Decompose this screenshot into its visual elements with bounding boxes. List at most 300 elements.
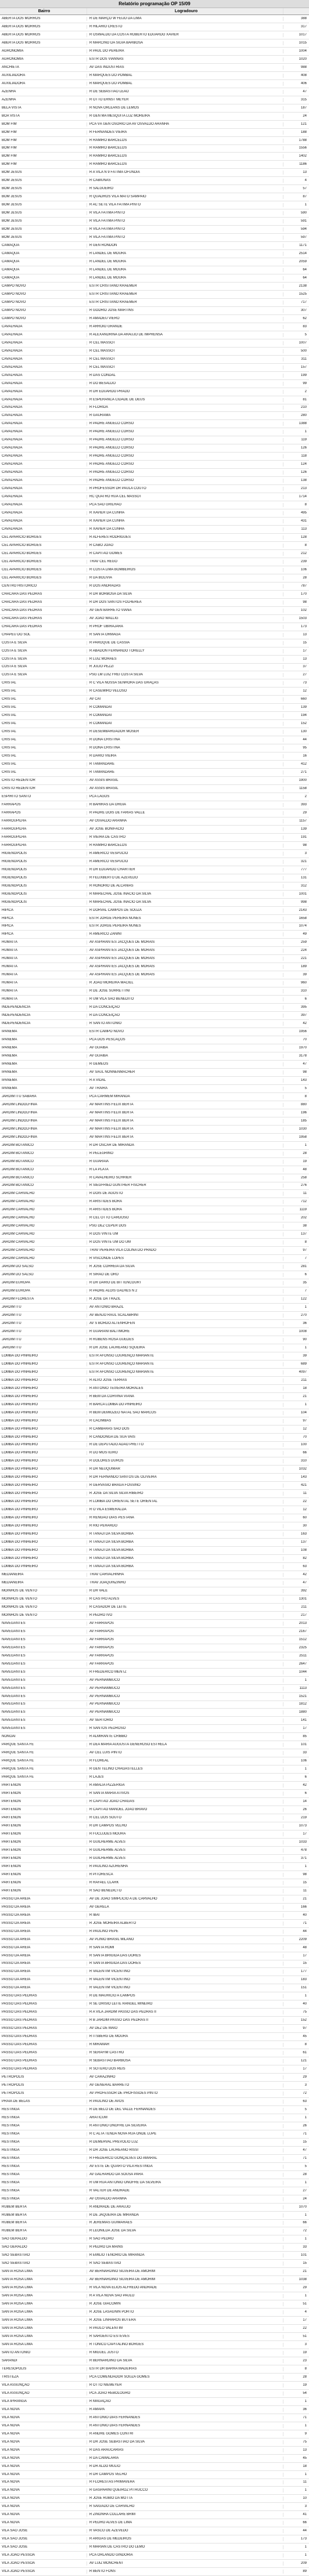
- cell-logradouro: R AMALIA PIZZERIGA: [87, 1783, 283, 1788]
- cell-logradouro: R CEL MASSOT: [87, 341, 283, 345]
- cell-numero: 113: [301, 527, 307, 531]
- cell-logradouro: AV DE JOÃO SIMPLICIO A DE CARVALHO: [87, 1897, 283, 1901]
- cell-logradouro: PSG LM LUIZ FREI COSTA SILVA: [87, 673, 283, 677]
- cell-logradouro: R DE DEPUTADO ADÃO PRETTO: [87, 1443, 283, 1447]
- table-row: [0, 2560, 309, 2568]
- table-row: [0, 1790, 309, 1798]
- table-row: [0, 785, 309, 793]
- cell-bairro: JARDIM ITU: [0, 1330, 87, 1334]
- cell-bairro: BOM JESUS: [0, 179, 87, 183]
- cell-logradouro: R DR DOS SANTOS FOLHEREA: [87, 600, 283, 605]
- table-row: [0, 2017, 309, 2025]
- cell-logradouro: AV FARRAPOS: [87, 1638, 283, 1642]
- cell-logradouro: R ALFERES RODRIGUES: [87, 536, 283, 540]
- table-row: [0, 1863, 309, 1871]
- cell-logradouro: R PEDRO IVO: [87, 1613, 283, 1618]
- cell-numero: 39: [303, 1354, 307, 1358]
- cell-numero: 37: [303, 665, 307, 669]
- cell-bairro: RUBEM BERTA: [0, 2205, 87, 2209]
- cell-numero: 30: [303, 1524, 307, 1528]
- cell-numero: 787: [300, 584, 307, 588]
- table-row: [0, 1466, 309, 1474]
- table-row: [0, 274, 309, 283]
- cell-logradouro: PCA ORLANDO GINDORIA: [87, 2553, 283, 2557]
- cell-logradouro: TRAV CARVALHINHA: [87, 1573, 283, 1577]
- table-row: [0, 2495, 309, 2503]
- cell-numero: 590: [300, 211, 307, 215]
- cell-numero: 17: [303, 2318, 307, 2322]
- cell-numero: 29: [303, 2075, 307, 2079]
- cell-numero: 13: [303, 632, 307, 636]
- table-row: [0, 2382, 309, 2390]
- cell-bairro: AZENHA: [0, 98, 87, 102]
- cell-numero: 5: [304, 332, 307, 337]
- cell-bairro: CRISTAL: [0, 681, 87, 685]
- cell-logradouro: R GASPARINI QUEIROZ PITRUCCO: [87, 2488, 283, 2492]
- cell-numero: 4097: [299, 1370, 307, 1374]
- cell-bairro: SANTA ROSA LIMA: [0, 2335, 87, 2339]
- cell-bairro: SANTA ROSA LIMA: [0, 2270, 87, 2274]
- cell-numero: 191: [300, 835, 307, 839]
- cell-numero: 64: [303, 276, 307, 280]
- table-row: [0, 1571, 309, 1579]
- cell-bairro: VILA SÃO JOSÉ: [0, 2545, 87, 2549]
- cell-numero: 4: [304, 2310, 307, 2314]
- cell-bairro: BOM FIM: [0, 122, 87, 126]
- cell-logradouro: AV DEZ DE MAIO: [87, 2027, 283, 2031]
- cell-numero: 1: [304, 430, 307, 434]
- cell-logradouro: R DA BOLIVIA: [87, 576, 283, 580]
- cell-logradouro: R LANDEL DE MOURA: [87, 260, 283, 264]
- cell-bairro: JARDIM DO SALSO: [0, 1265, 87, 1269]
- cell-logradouro: TRAV PEREIRA VILA COLINA DO PRADO: [87, 1249, 283, 1253]
- cell-numero: 1301: [299, 1597, 307, 1601]
- table-row: [0, 1028, 309, 1036]
- cell-logradouro: R DA CAMALARIA: [87, 2456, 283, 2461]
- cell-numero: 311: [301, 357, 307, 361]
- cell-bairro: PASSO DA AREIA: [0, 1897, 87, 1901]
- cell-logradouro: R LANDEL DE MOURA: [87, 276, 283, 280]
- cell-logradouro: R GUILHERME ALVES: [87, 1857, 283, 1861]
- cell-bairro: ABERTA DOS MORROS: [0, 25, 87, 29]
- cell-numero: 13: [303, 171, 307, 175]
- cell-logradouro: R DARIO VIEIRA: [87, 754, 283, 758]
- cell-numero: 18: [303, 1386, 307, 1390]
- cell-logradouro: AV OSVALDO ARANHA: [87, 2197, 283, 2201]
- cell-numero: 6: [304, 1775, 307, 1779]
- cell-numero: 97: [303, 1249, 307, 1253]
- cell-bairro: CAMAQUA: [0, 252, 87, 256]
- cell-bairro: NAVEGANTES: [0, 1622, 87, 1626]
- table-row: [0, 583, 309, 591]
- cell-numero: 1070: [299, 2205, 307, 2209]
- cell-numero: 660: [300, 697, 307, 701]
- table-row: [0, 1757, 309, 1765]
- cell-bairro: CEL APARICIO BORGES: [0, 544, 87, 548]
- table-row: [0, 1206, 309, 1214]
- cell-numero: 106: [300, 567, 307, 571]
- cell-numero: 11: [303, 1492, 307, 1496]
- cell-logradouro: R OTTO ERNST MEYER: [87, 98, 283, 102]
- table-row: [0, 2171, 309, 2179]
- cell-numero: 81: [303, 397, 307, 401]
- cell-bairro: CRISTAL: [0, 689, 87, 693]
- table-row: [0, 1044, 309, 1052]
- cell-numero: 131: [300, 875, 307, 880]
- cell-bairro: VILA IPIRANGA: [0, 2400, 87, 2404]
- cell-bairro: BOM FIM: [0, 162, 87, 167]
- cell-numero: 8: [304, 1240, 307, 1244]
- table-row: [0, 704, 309, 712]
- table-row: [0, 2252, 309, 2260]
- cell-logradouro: R DR JOSE LAUREANO RISSI: [87, 2148, 283, 2152]
- cell-logradouro: R EMILIO TENORIO DE MIRANDA: [87, 2253, 283, 2257]
- cell-numero: 139: [300, 827, 307, 831]
- table-body: [0, 15, 309, 2575]
- cell-numero: 75: [303, 2010, 307, 2014]
- table-row: [0, 1434, 309, 1442]
- table-row: [0, 639, 309, 647]
- cell-numero: 1020: [299, 57, 307, 61]
- cell-bairro: HUMAITÁ: [0, 949, 87, 953]
- cell-numero: 1: [304, 1994, 307, 1998]
- table-row: [0, 1765, 309, 1774]
- table-row: [0, 2147, 309, 2155]
- cell-logradouro: R CAPITÃO MANOEL JOÃO BRAVO: [87, 1808, 283, 1812]
- table-row: [0, 477, 309, 485]
- cell-numero: 3178: [299, 1054, 307, 1058]
- cell-logradouro: AV ASSIS BRASIL: [87, 787, 283, 791]
- cell-bairro: IPANEMA: [0, 1038, 87, 1042]
- cell-numero: 1119: [299, 1208, 307, 1212]
- cell-logradouro: PCA CARMEM MIRANDA: [87, 1095, 283, 1099]
- table-row: [0, 2447, 309, 2455]
- cell-numero: 36: [303, 2407, 307, 2411]
- table-row: [0, 1482, 309, 1490]
- table-row: [0, 979, 309, 987]
- cell-numero: 51: [303, 2335, 307, 2339]
- cell-bairro: HIGIENÓPOLIS: [0, 876, 87, 880]
- cell-logradouro: R TANAJI DA SILVA BORBA: [87, 1549, 283, 1553]
- cell-numero: 1: [304, 1678, 307, 1682]
- cell-bairro: JARDIM LINDOLFINIA: [0, 1135, 87, 1139]
- cell-bairro: PARTENON: [0, 1824, 87, 1828]
- cell-logradouro: PSG DEZ CEPER DOS: [87, 1224, 283, 1228]
- cell-numero: 1158: [299, 787, 307, 791]
- cell-bairro: CAVALHADA: [0, 495, 87, 499]
- cell-bairro: VILA JOÃO PESSOA: [0, 2561, 87, 2566]
- table-row: [0, 1012, 309, 1020]
- cell-numero: 17: [303, 649, 307, 653]
- cell-bairro: VILA NOVA: [0, 2497, 87, 2501]
- table-row: [0, 372, 309, 380]
- cell-logradouro: R SANTA BRIGIDA DAS DORES: [87, 1954, 283, 1958]
- cell-bairro: NAVEGANTES: [0, 1710, 87, 1714]
- cell-bairro: JARDIM EUROPA: [0, 1281, 87, 1285]
- cell-bairro: CHAPEU DO SOL: [0, 633, 87, 637]
- cell-logradouro: AV MARTINS FELIX BERTA: [87, 1119, 283, 1123]
- cell-numero: 19: [303, 2383, 307, 2387]
- table-row: [0, 1839, 309, 1847]
- table-row: [0, 1377, 309, 1385]
- cell-numero: 70: [303, 1038, 307, 1042]
- cell-bairro: HUMAITÁ: [0, 957, 87, 961]
- table-row: [0, 615, 309, 623]
- cell-logradouro: R DR VALE: [87, 1589, 283, 1593]
- cell-bairro: PARTENON: [0, 1889, 87, 1893]
- cell-bairro: FARROUPILHA: [0, 844, 87, 848]
- cell-logradouro: R LANDEL DE MOURA: [87, 268, 283, 272]
- cell-bairro: CAVALHADA: [0, 446, 87, 450]
- cell-numero: 63: [303, 2099, 307, 2103]
- cell-numero: 597: [300, 236, 307, 240]
- table-row: [0, 1061, 309, 1069]
- cell-logradouro: ESTR DR BARRA MADEIRAS: [87, 2367, 283, 2371]
- cell-bairro: CAVALHADA: [0, 333, 87, 337]
- cell-logradouro: R FREDERICO GONÇALVES DO AMARAL: [87, 2157, 283, 2161]
- table-row: [0, 2527, 309, 2535]
- cell-bairro: CHACARA DAS PEDRAS: [0, 617, 87, 621]
- table-row: [0, 1142, 309, 1150]
- cell-numero: 689: [300, 1362, 307, 1366]
- cell-numero: 98: [303, 1872, 307, 1876]
- cell-bairro: CAVALHADA: [0, 374, 87, 378]
- cell-bairro: JARDIM CARVALHO: [0, 1216, 87, 1220]
- cell-logradouro: R CEL OTTO CARDOSO: [87, 1216, 283, 1220]
- cell-logradouro: AV OSVALDO ARANHA: [87, 819, 283, 823]
- cell-logradouro: R RAMIRO BARCELOS: [87, 844, 283, 848]
- cell-numero: 1: [304, 2472, 307, 2476]
- table-row: [0, 1595, 309, 1604]
- cell-numero: 26: [303, 1808, 307, 1812]
- cell-bairro: JARDIM ITU: [0, 1346, 87, 1350]
- cell-bairro: LOMBA DO PINHEIRO: [0, 1549, 87, 1553]
- cell-numero: 777: [300, 867, 307, 871]
- table-row: [0, 882, 309, 891]
- cell-bairro: VILA SÃO JOSÉ: [0, 2529, 87, 2533]
- table-row: [0, 1222, 309, 1231]
- cell-logradouro: R DR EDUARDO CHARTIER: [87, 868, 283, 872]
- cell-bairro: RESTINGA: [0, 2108, 87, 2112]
- cell-logradouro: R CEL DOS SOUTO: [87, 1816, 283, 1820]
- cell-bairro: HÍPICA: [0, 932, 87, 936]
- cell-bairro: CRISTAL: [0, 697, 87, 701]
- cell-bairro: VILA NOVA: [0, 2440, 87, 2444]
- column-header-bairro: Bairro: [0, 8, 87, 15]
- cell-numero: 17: [303, 1953, 307, 1958]
- cell-bairro: VILA NOVA: [0, 2448, 87, 2452]
- cell-bairro: HIGIENÓPOLIS: [0, 884, 87, 888]
- cell-bairro: BELA VISTA: [0, 106, 87, 110]
- cell-bairro: BOM JESUS: [0, 211, 87, 215]
- cell-logradouro: R GEN RONDON: [87, 244, 283, 248]
- cell-bairro: LOMBA DO PINHEIRO: [0, 1524, 87, 1528]
- table-row: [0, 664, 309, 672]
- cell-numero: 17: [303, 2067, 307, 2071]
- cell-bairro: JARDIM LINDOLFINIA: [0, 1119, 87, 1123]
- cell-bairro: PASSO DAS PEDRAS: [0, 2010, 87, 2014]
- table-row: [0, 631, 309, 639]
- table-row: [0, 2122, 309, 2130]
- cell-numero: 371: [300, 1856, 307, 1860]
- cell-bairro: CAMAQUA: [0, 268, 87, 272]
- cell-bairro: PASSO DAS PEDRAS: [0, 2018, 87, 2023]
- table-row: [0, 761, 309, 769]
- cell-logradouro: AV ASPIRANTES JACQUES DE MORAIS: [87, 957, 283, 961]
- cell-numero: 62: [303, 316, 307, 320]
- cell-logradouro: ESTR AFONSO LOURENÇO MARIANTE: [87, 1370, 283, 1374]
- table-row: [0, 2212, 309, 2220]
- cell-bairro: PARTENON: [0, 1873, 87, 1877]
- table-row: [0, 1644, 309, 1652]
- cell-logradouro: R PADRE ANGELO CORSO: [87, 462, 283, 466]
- cell-bairro: ANCHIETA: [0, 66, 87, 70]
- cell-bairro: LOMBA DO PINHEIRO: [0, 1500, 87, 1504]
- cell-logradouro: AV CARAZINHO: [87, 2075, 283, 2079]
- cell-bairro: PASSO DAS PEDRAS: [0, 2043, 87, 2047]
- cell-bairro: LOMBA DO PINHEIRO: [0, 1387, 87, 1391]
- cell-numero: 12: [303, 1508, 307, 1512]
- table-row: [0, 1158, 309, 1166]
- cell-bairro: SAO GERALDO: [0, 2237, 87, 2241]
- table-row: [0, 1636, 309, 1644]
- cell-bairro: PARQUE SANTA FÉ: [0, 1767, 87, 1771]
- cell-logradouro: R LOMBA DO ORIENTAL SETE ORIENTAL: [87, 1500, 283, 1504]
- cell-numero: 75: [303, 2440, 307, 2444]
- cell-numero: 19: [303, 1159, 307, 1163]
- cell-numero: 217: [300, 1613, 307, 1617]
- cell-bairro: PARTENON: [0, 1881, 87, 1885]
- cell-bairro: LOMBA DO PINHEIRO: [0, 1508, 87, 1512]
- table-row: [0, 323, 309, 331]
- cell-logradouro: R AMERICO VESPÚCIO: [87, 852, 283, 856]
- cell-logradouro: R DONA CRISTINA: [87, 746, 283, 750]
- cell-bairro: CRISTAL: [0, 754, 87, 758]
- cell-bairro: LOMBA DO PINHEIRO: [0, 1540, 87, 1544]
- cell-logradouro: R CAMBARAS SAO DOS: [87, 1427, 283, 1431]
- table-row: [0, 2276, 309, 2284]
- cell-logradouro: AV GUAÍBA: [87, 1054, 283, 1058]
- table-row: [0, 1660, 309, 1669]
- cell-numero: 310: [300, 1459, 307, 1463]
- cell-bairro: MEDIANEIRA: [0, 1581, 87, 1585]
- cell-bairro: LOMBA DO PINHEIRO: [0, 1467, 87, 1471]
- table-row: [0, 2503, 309, 2511]
- cell-numero: 2325: [299, 1645, 307, 1649]
- cell-logradouro: PCA LAGOS: [87, 795, 283, 799]
- table-row: [0, 1620, 309, 1628]
- table-row: [0, 2041, 309, 2049]
- cell-logradouro: AV SAUL NONNENMACHER: [87, 1070, 283, 1074]
- cell-logradouro: AV ESTE DE QUARTO VILA RESTINGA: [87, 2165, 283, 2169]
- table-row: [0, 518, 309, 526]
- table-row: [0, 1417, 309, 1426]
- cell-logradouro: R OTTO NIEMEYER: [87, 2383, 283, 2387]
- cell-bairro: LOMBA DO PINHEIRO: [0, 1435, 87, 1439]
- cell-numero: 157: [300, 365, 307, 369]
- table-row: [0, 1944, 309, 1952]
- table-row: [0, 56, 309, 64]
- cell-bairro: PASSO DA AREIA: [0, 1962, 87, 1966]
- table-row: [0, 485, 309, 493]
- cell-bairro: VILA ASSUNÇÃO: [0, 2383, 87, 2387]
- cell-bairro: MOINHOS DE VENTO: [0, 1597, 87, 1601]
- cell-logradouro: R BEM DEMIOZEO NATAL SÃO MARCOS: [87, 1411, 283, 1415]
- table-row: [0, 307, 309, 315]
- table-row: [0, 2463, 309, 2471]
- cell-numero: 98: [303, 600, 307, 604]
- cell-logradouro: R LANDEL DE MOURA: [87, 252, 283, 256]
- cell-logradouro: R DOIS DE AGOSTO: [87, 1192, 283, 1196]
- cell-bairro: PETRÓPOLIS: [0, 2092, 87, 2096]
- table-row: [0, 1344, 309, 1352]
- cell-bairro: SANTA ROSA LIMA: [0, 2310, 87, 2314]
- cell-logradouro: R A VILA JARDIM PASSO DAS PEDRAS II: [87, 2010, 283, 2014]
- cell-bairro: INDEPENDÊNCIA: [0, 1022, 87, 1026]
- cell-logradouro: R QUADROS VILA MATO SAMPAIO: [87, 195, 283, 199]
- cell-bairro: JARDIM ITU: [0, 1305, 87, 1309]
- cell-logradouro: R CEL MASSOT: [87, 357, 283, 361]
- table-row: [0, 169, 309, 177]
- cell-bairro: PASSO DA AREIA: [0, 1986, 87, 1990]
- cell-numero: 5: [304, 2107, 307, 2111]
- cell-numero: 1: [304, 1402, 307, 1406]
- cell-bairro: INDEPENDÊNCIA: [0, 1005, 87, 1010]
- table-row: [0, 1871, 309, 1879]
- cell-logradouro: R JOSE LINHAROS BUTERA: [87, 2318, 283, 2322]
- cell-numero: 21: [303, 2270, 307, 2274]
- cell-logradouro: R ALVO JOSÉ TERRAS: [87, 1379, 283, 1383]
- cell-logradouro: R COMANDAI: [87, 705, 283, 710]
- table-row: [0, 1320, 309, 1328]
- cell-logradouro: R PROFESSOR DR PAULA COUTO: [87, 487, 283, 491]
- table-row: [0, 1685, 309, 1693]
- table-row: [0, 2179, 309, 2187]
- cell-logradouro: R SAO BENEDICTO: [87, 1889, 283, 1893]
- cell-numero: 880: [300, 1102, 307, 1106]
- cell-bairro: VILA NOVA: [0, 2465, 87, 2469]
- cell-logradouro: ESTR CRISTIANO KRAEMER: [87, 292, 283, 296]
- cell-numero: 495: [300, 511, 307, 515]
- cell-bairro: LOMBA DO PINHEIRO: [0, 1362, 87, 1366]
- table-row: [0, 2195, 309, 2204]
- cell-bairro: AUXILIADORA: [0, 82, 87, 86]
- cell-bairro: CRISTAL: [0, 738, 87, 742]
- cell-bairro: CAVALHADA: [0, 438, 87, 442]
- cell-logradouro: R GÊMEOS: [87, 1062, 283, 1066]
- cell-bairro: NAVEGANTES: [0, 1662, 87, 1666]
- cell-bairro: CAVALHADA: [0, 414, 87, 418]
- cell-logradouro: R VIEIRA DE CASTRO: [87, 835, 283, 840]
- cell-numero: 26: [303, 2123, 307, 2128]
- cell-numero: 1812: [299, 1702, 307, 1706]
- cell-logradouro: R ARIGÁS DE MEDEIROS: [87, 2537, 283, 2541]
- cell-logradouro: R CASADOR DE LEITE: [87, 1605, 283, 1609]
- table-row: [0, 218, 309, 226]
- cell-logradouro: R DO MOSTEIRO: [87, 1451, 283, 1455]
- cell-numero: 90: [303, 1337, 307, 1341]
- cell-numero: 15: [303, 2140, 307, 2144]
- table-row: [0, 1693, 309, 1701]
- cell-bairro: CRISTAL: [0, 705, 87, 710]
- cell-bairro: CAMAQUA: [0, 276, 87, 280]
- table-row: [0, 574, 309, 583]
- table-row: [0, 2519, 309, 2527]
- cell-bairro: JARDIM EUROPA: [0, 1289, 87, 1293]
- cell-bairro: ESPÍRITO SANTO: [0, 795, 87, 799]
- cell-logradouro: R PADRE DOIS DE FARIAS VALLE: [87, 811, 283, 815]
- cell-numero: 1503: [299, 616, 307, 620]
